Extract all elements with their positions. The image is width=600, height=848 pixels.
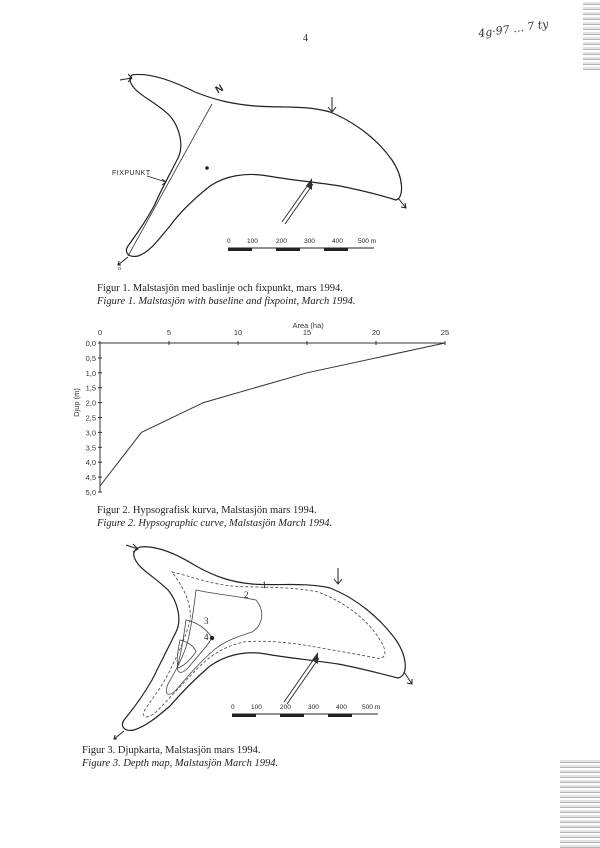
outlet-arrow-2 bbox=[114, 731, 124, 739]
figure3-caption-sv: Figur 3. Djupkarta, Malstasjön mars 1994. bbox=[82, 745, 261, 756]
scale-label: 100 bbox=[251, 704, 262, 711]
deepest-point-marker bbox=[210, 636, 214, 640]
figure1-caption-sv: Figur 1. Malstasjön med baslinje och fixpunkt, mars 1994. bbox=[97, 283, 343, 294]
scale-label: 400 bbox=[336, 704, 347, 711]
scale-label: 0 bbox=[231, 704, 235, 711]
scale-label: 500 m bbox=[362, 704, 381, 711]
x-tick-label: 20 bbox=[371, 328, 381, 337]
scale-label: 300 bbox=[308, 704, 319, 711]
figure1-caption-en: Figure 1. Malstasjön with baseline and fixpoint, March 1994. bbox=[97, 296, 356, 307]
x-tick-label: 5 bbox=[166, 328, 172, 337]
figure3-caption-en: Figure 3. Depth map, Malstasjön March 1994. bbox=[82, 758, 279, 769]
y-tick-label: 1,0 bbox=[85, 368, 96, 378]
scale-bar-3 bbox=[232, 714, 378, 717]
scale-label: 200 bbox=[280, 704, 291, 711]
figure1-point-marker: o bbox=[118, 266, 121, 272]
depth-contour-2 bbox=[166, 590, 261, 694]
contour-label-3: 3 bbox=[204, 616, 209, 626]
y-tick-label: 5,0 bbox=[85, 488, 96, 497]
y-tick-label: 1,5 bbox=[85, 383, 96, 393]
lake-outline bbox=[122, 547, 405, 731]
figure2-caption-sv: Figur 2. Hypsografisk kurva, Malstasjön mars 1994. bbox=[97, 505, 317, 516]
north-arrow bbox=[284, 652, 319, 704]
y-tick-label: 0,0 bbox=[85, 339, 96, 348]
y-tick-label: 0,5 bbox=[85, 353, 96, 363]
x-tick-label: 0 bbox=[97, 328, 103, 337]
scale-labels-3 bbox=[226, 704, 396, 714]
scale-label: 200 bbox=[276, 238, 287, 245]
x-axis-label: Area (ha) bbox=[292, 321, 324, 330]
figure2-caption-en: Figure 2. Hypsographic curve, Malstasjön March 1994. bbox=[97, 518, 333, 529]
fixpoint-label: FIXPUNKT bbox=[112, 170, 151, 177]
scale-label: 0 bbox=[227, 238, 231, 245]
y-tick-label: 2,0 bbox=[85, 398, 96, 408]
y-tick-label: 4,5 bbox=[85, 473, 96, 483]
y-tick-label: 3,0 bbox=[85, 428, 96, 438]
inlet-arrow bbox=[126, 544, 138, 552]
y-tick-label: 2,5 bbox=[85, 413, 96, 423]
scale-label: 100 bbox=[247, 238, 258, 245]
x-tick-label: 10 bbox=[233, 328, 243, 337]
y-tick-label: 4,0 bbox=[85, 458, 96, 468]
north-label: N bbox=[213, 82, 226, 97]
y-tick-label: 3,5 bbox=[85, 443, 96, 453]
contour-label-4: 4 bbox=[204, 632, 209, 642]
x-tick-label: 25 bbox=[440, 328, 450, 337]
outlet-arrow bbox=[404, 672, 412, 684]
scale-label: 500 m bbox=[358, 238, 377, 245]
inflow-arrow bbox=[334, 568, 342, 584]
scale-label: 400 bbox=[332, 238, 343, 245]
page-number: 4 bbox=[303, 33, 308, 44]
y-axis-label: Djup (m) bbox=[72, 388, 81, 417]
contour-label-1: 1 bbox=[262, 580, 267, 590]
contour-label-2: 2 bbox=[244, 590, 249, 600]
depth-contour-3 bbox=[177, 620, 212, 672]
scale-label: 300 bbox=[304, 238, 315, 245]
handwritten-note: 4g·97 … 7 ty bbox=[477, 17, 550, 41]
x-tick-label: 15 bbox=[302, 328, 312, 337]
